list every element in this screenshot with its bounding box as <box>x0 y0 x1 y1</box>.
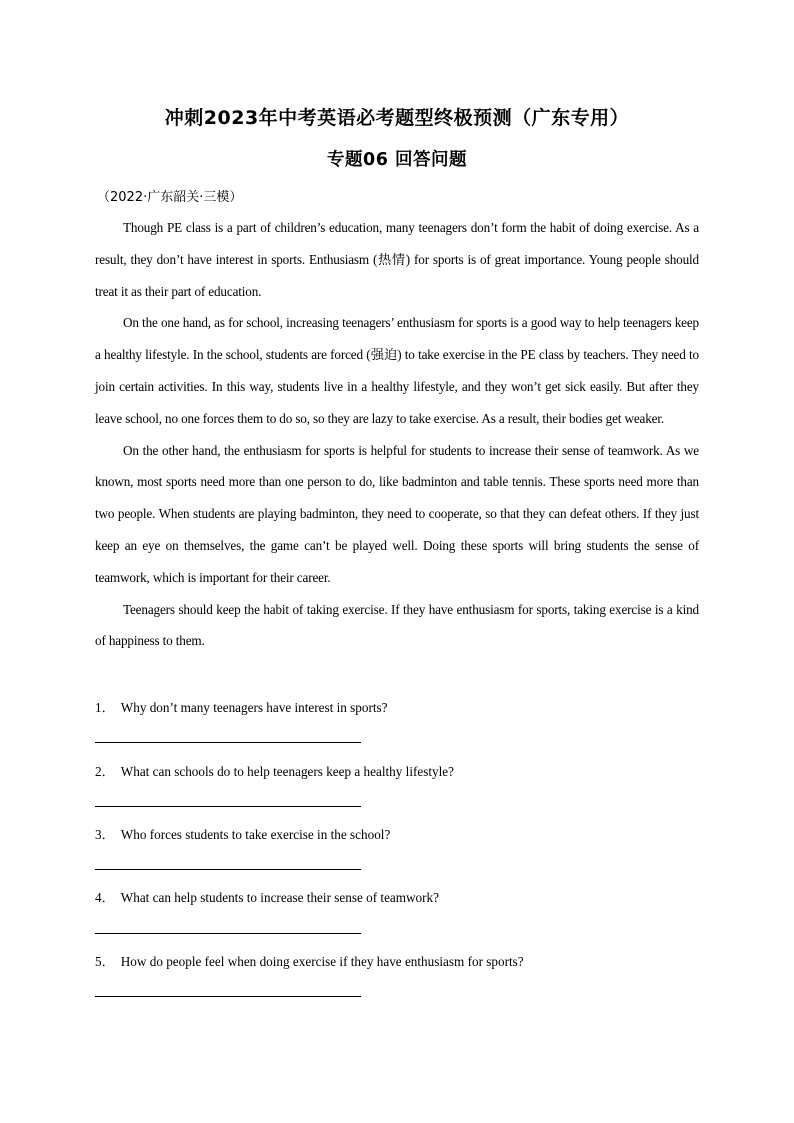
passage-paragraph: Though PE class is a part of children’s education, many teenagers don’t form the habit of doing exercise. As a result, they don’t have interest in sports. Enthusiasm (热情) for sports is of great importance. Young people should treat it as their part of education. <box>95 220 699 299</box>
question-number: 4． <box>95 890 115 905</box>
page-title: 冲刺2023年中考英语必考题型终极预测（广东专用） <box>164 107 630 129</box>
passage-paragraph: On the other hand, the enthusiasm for sports is helpful for students to increase their sense of teamwork. As we known, most sports need more than one person to do, like badminton and table tennis. These sports need more than two people. When students are playing badminton, they need to cooperate, so that they can defeat others. If they just keep an eye on themselves, the game can’t be played well. Doing these sports will bring students the sense of teamwork, which is important for their career. <box>95 442 699 585</box>
question-number: 3． <box>95 827 115 842</box>
reading-passage <box>95 212 699 657</box>
question-number: 5． <box>95 954 115 969</box>
question-number: 2． <box>95 764 115 779</box>
question-4 <box>95 887 699 906</box>
passage-paragraph: On the one hand, as for school, increasing teenagers’ enthusiasm for sports is a good way to help teenagers keep a healthy lifestyle. In the school, students are forced (强迫) to take exercise in the PE class by teachers. They need to join certain activities. In this way, students live in a healthy lifestyle, and they won’t get sick easily. But after they leave school, no one forces them to do so, so they are lazy to take exercise. As a result, their bodies get weaker. <box>95 315 699 426</box>
answer-line-1[interactable] <box>95 742 361 743</box>
question-3 <box>95 824 699 843</box>
answer-line-2[interactable] <box>95 806 361 807</box>
answer-line-3[interactable] <box>95 869 361 870</box>
question-2 <box>95 761 699 780</box>
question-text: How do people feel when doing exercise if they have enthusiasm for sports? <box>120 954 524 969</box>
question-text: What can schools do to help teenagers keep a healthy lifestyle? <box>120 764 455 779</box>
answer-line-4[interactable] <box>95 933 361 934</box>
question-text: Why don’t many teenagers have interest in sports? <box>120 700 388 715</box>
question-5 <box>95 951 699 970</box>
question-1 <box>95 697 699 716</box>
passage-paragraph: Teenagers should keep the habit of taking exercise. If they have enthusiasm for sports, taking exercise is a kind of happiness to them. <box>95 601 699 649</box>
answer-line-5[interactable] <box>95 996 361 997</box>
question-text: Who forces students to take exercise in the school? <box>120 827 391 842</box>
page-subtitle: 专题06 回答问题 <box>327 150 467 170</box>
question-text: What can help students to increase their sense of teamwork? <box>120 890 439 905</box>
question-number: 1． <box>95 700 115 715</box>
source-note: （2022·广东韶关·三模） <box>97 190 243 205</box>
